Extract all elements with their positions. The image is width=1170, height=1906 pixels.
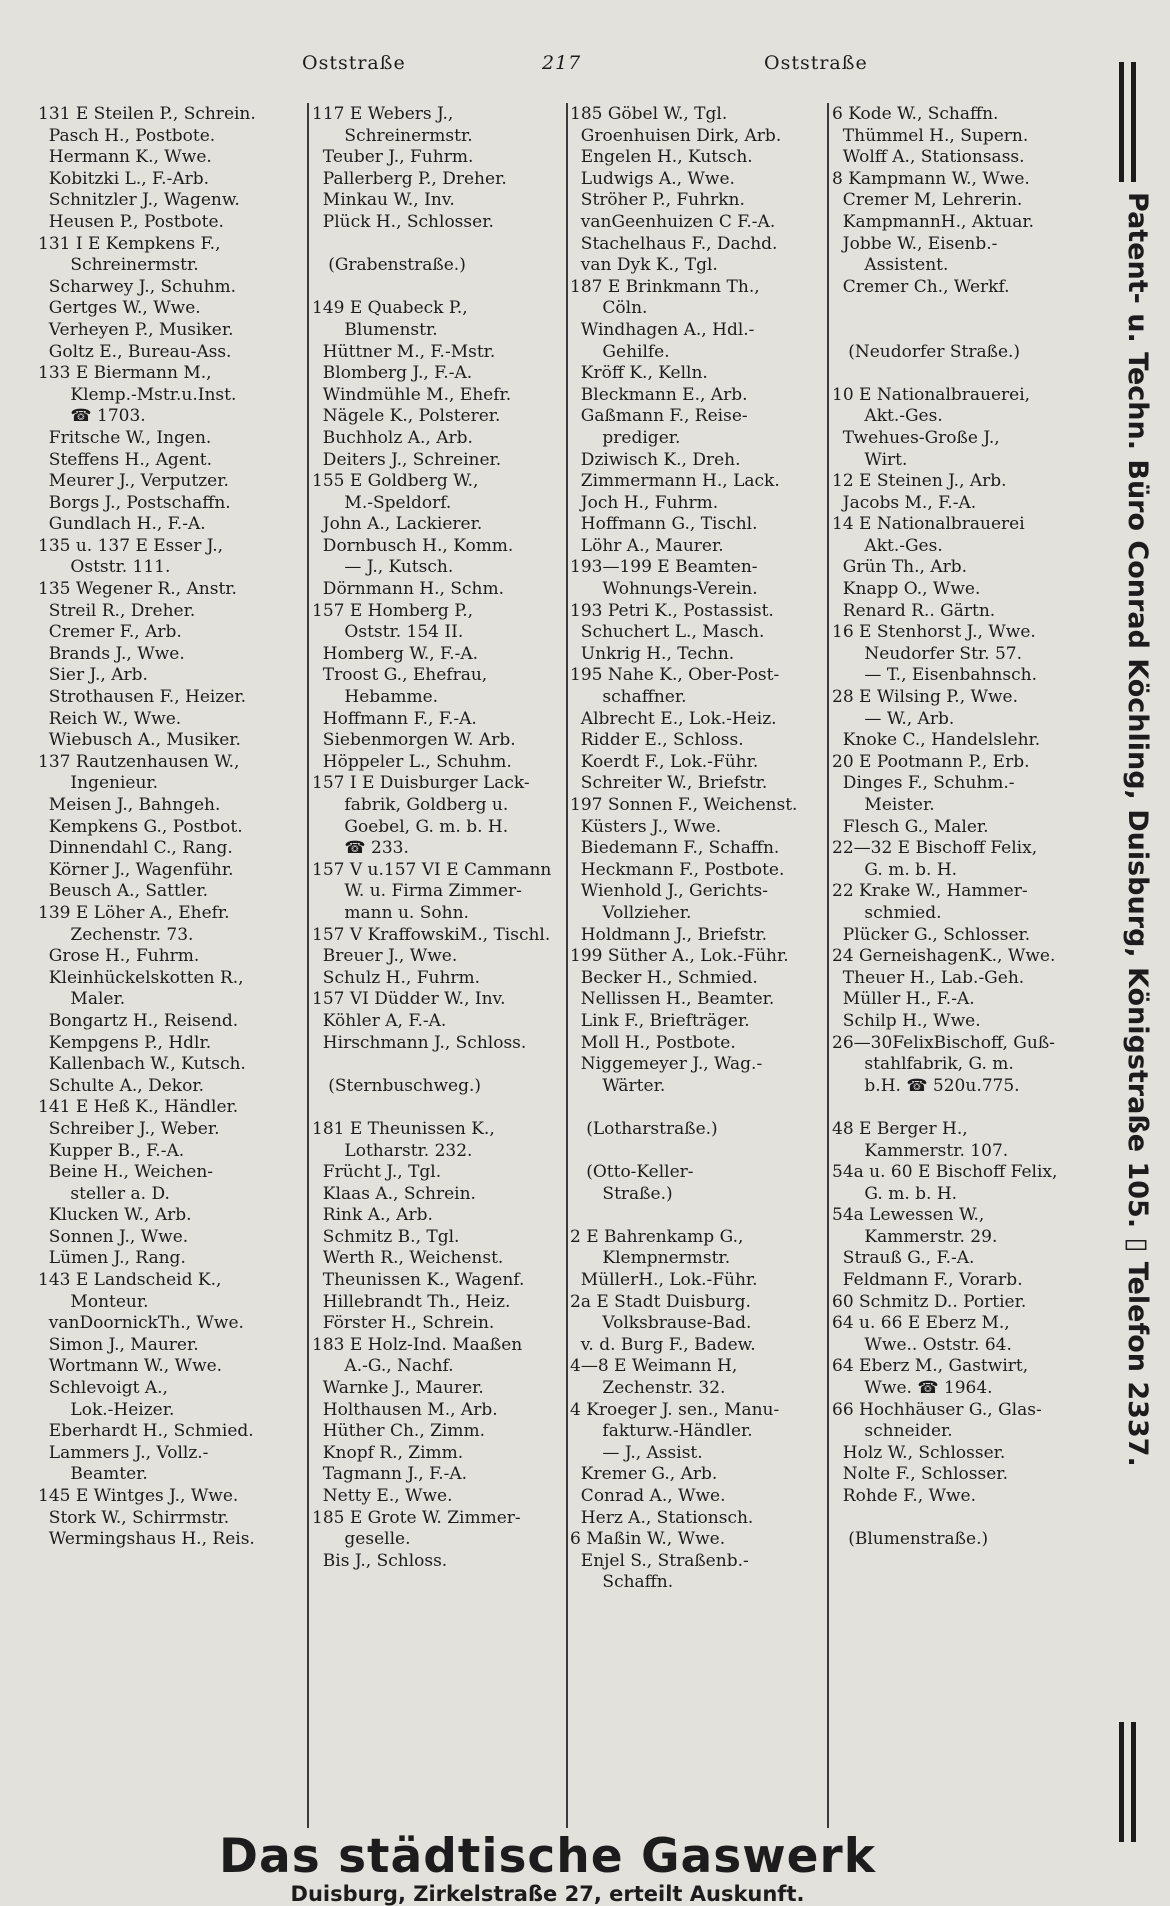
directory-entry: Becker H., Schmied. [570, 967, 758, 988]
directory-entry: Blomberg J., F.-A. [312, 363, 473, 384]
directory-entry: 20 E Pootmann P., Erb. [832, 751, 1030, 772]
directory-entry: Beusch A., Sattler. [38, 881, 208, 902]
directory-entry: (Lotharstraße.) [570, 1118, 718, 1139]
directory-entry [570, 1141, 832, 1163]
directory-entry: Zechenstr. 73. [38, 924, 194, 945]
directory-entry: Kempgens P., Hdlr. [38, 1032, 212, 1053]
directory-entry: 135 Wegener R., Anstr. [38, 579, 237, 600]
directory-entry: Hüther Ch., Zimm. [312, 1421, 486, 1442]
directory-entry: Knapp O., Wwe. [832, 579, 981, 600]
directory-entry: Troost G., Ehefrau, [312, 665, 488, 686]
directory-entry: Scharwey J., Schuhm. [38, 276, 237, 297]
directory-entry: M.-Speldorf. [312, 492, 452, 513]
directory-entry: Conrad A., Wwe. [570, 1486, 726, 1506]
directory-entry: — W., Arb. [832, 708, 955, 729]
directory-entry: Cremer M, Lehrerin. [832, 190, 1023, 211]
directory-entry: Cremer F., Arb. [38, 622, 182, 643]
directory-entry: 133 E Biermann M., [38, 363, 212, 384]
directory-entry: Frücht J., Tgl. [312, 1162, 442, 1183]
ad-title: Das städtische Gaswerk [219, 1829, 876, 1884]
directory-entry: Beamter. [38, 1464, 148, 1485]
directory-entry: Kröff K., Kelln. [570, 363, 708, 384]
directory-entry: Klempnermstr. [570, 1248, 731, 1269]
directory-entry: Jacobs M., F.-A. [832, 492, 977, 513]
directory-entry: 155 E Goldberg W., [312, 471, 479, 492]
directory-entry: Akt.-Ges. [832, 535, 943, 556]
directory-entry: Nägele K., Polsterer. [312, 406, 501, 427]
directory-entry: Kempkens G., Postbot. [38, 816, 243, 837]
directory-entry: Pasch H., Postbote. [38, 125, 216, 146]
directory-entry: Ingenieur. [38, 773, 159, 794]
directory-entry: stahlfabrik, G. m. [832, 1054, 1014, 1075]
directory-entry: 28 E Wilsing P., Wwe. [832, 687, 1018, 708]
directory-entry [312, 277, 570, 299]
directory-entry: W. u. Firma Zimmer- [312, 881, 522, 902]
directory-entry: Feldmann F., Vorarb. [832, 1270, 1023, 1291]
directory-entry: schaffner. [570, 687, 687, 708]
header-street-right: Oststraße [764, 52, 868, 74]
directory-entry: Meisen J., Bahngeh. [38, 795, 221, 815]
directory-entry: 24 GerneishagenK., Wwe. [832, 946, 1056, 967]
directory-entry: schmied. [832, 902, 942, 923]
directory-entry: 143 E Landscheid K., [38, 1270, 222, 1291]
directory-entry: 64 Eberz M., Gastwirt, [832, 1356, 1029, 1377]
directory-entry: Plück H., Schlosser. [312, 211, 494, 232]
directory-entry: Goebel, G. m. b. H. [312, 816, 509, 837]
directory-entry: Höppeler L., Schuhm. [312, 751, 512, 772]
directory-entry: Windhagen A., Hdl.- [570, 319, 755, 340]
directory-entry: Wwe. ☎ 1964. [832, 1378, 993, 1399]
directory-entry: Klucken W., Arb. [38, 1205, 192, 1226]
directory-entry [832, 1097, 1090, 1119]
directory-entry: Rink A., Arb. [312, 1205, 433, 1226]
directory-entry: 195 Nahe K., Ober-Post- [570, 665, 780, 686]
directory-entry: Wärter. [570, 1075, 666, 1096]
directory-entry: 54a Lewessen W., [832, 1205, 985, 1226]
directory-entry: prediger. [570, 427, 681, 448]
directory-entry: 139 E Löher A., Ehefr. [38, 902, 230, 923]
side-ad-text: Patent- u. Techn. Büro Conrad Köchling, Duisburg, Königstraße 105. ▯ Telefon 2337. [1122, 192, 1153, 1467]
directory-entry: Hoffmann F., F.-A. [312, 708, 477, 729]
directory-entry: Buchholz A., Arb. [312, 427, 473, 448]
directory-entry: Siebenmorgen W. Arb. [312, 730, 516, 751]
directory-entry: Meurer J., Verputzer. [38, 471, 229, 492]
directory-entry: 185 Göbel W., Tgl. [570, 104, 728, 124]
directory-entry: Klemp.-Mstr.u.Inst. [38, 384, 237, 405]
directory-entry: Albrecht E., Lok.-Heiz. [570, 708, 777, 729]
directory-entry: John A., Lackierer. [312, 514, 483, 535]
directory-entry: Wolff A., Stationsass. [832, 147, 1025, 168]
directory-entry: 4—8 E Weimann H, [570, 1356, 738, 1377]
directory-entry: (Sternbuschweg.) [312, 1075, 482, 1096]
directory-entry: geselle. [312, 1529, 411, 1550]
directory-entry: 12 E Steinen J., Arb. [832, 471, 1007, 492]
directory-entry: 60 Schmitz D.. Portier. [832, 1291, 1027, 1312]
directory-entry: Oststr. 154 II. [312, 622, 464, 643]
directory-entry: 66 Hochhäuser G., Glas- [832, 1399, 1042, 1420]
directory-entry: Schreinermstr. [312, 125, 473, 146]
directory-entry: Theuer H., Lab.-Geh. [832, 967, 1025, 988]
directory-entry: Heusen P., Postbote. [38, 211, 224, 232]
directory-entry: Beine H., Weichen- [38, 1162, 214, 1183]
directory-entry: Assistent. [832, 255, 949, 276]
directory-entry: Monteur. [38, 1291, 149, 1312]
directory-entry: Twehues-Große J., [832, 427, 1000, 448]
directory-entry [312, 1054, 570, 1076]
directory-entry: Kammerstr. 107. [832, 1140, 1009, 1161]
directory-entry: Wirt. [832, 449, 908, 470]
directory-entry: Moll H., Postbote. [570, 1032, 736, 1053]
directory-entry: — J., Assist. [570, 1442, 703, 1463]
directory-entry: Kupper B., F.-A. [38, 1140, 185, 1161]
directory-entry: (Blumenstraße.) [832, 1529, 989, 1550]
directory-entry: Löhr A., Maurer. [570, 535, 724, 556]
directory-entry: Dziwisch K., Dreh. [570, 449, 741, 470]
directory-entry: Pallerberg P., Dreher. [312, 168, 507, 189]
directory-entry: Hebamme. [312, 687, 439, 708]
directory-entry: Ridder E., Schloss. [570, 730, 744, 751]
decorative-rule [1119, 62, 1124, 182]
directory-entry: Plücker G., Schlosser. [832, 924, 1031, 945]
directory-entry: Dinnendahl C., Rang. [38, 838, 233, 859]
directory-entry: (Otto-Keller- [570, 1162, 694, 1183]
directory-entry: Jobbe W., Eisenb.- [832, 233, 998, 254]
directory-entry: 22—32 E Bischoff Felix, [832, 838, 1038, 859]
directory-entry: Schnitzler J., Wagenw. [38, 190, 240, 211]
directory-entry: Oststr. 111. [38, 557, 171, 578]
directory-entry: 10 E Nationalbrauerei, [832, 384, 1031, 405]
directory-entry [312, 1097, 570, 1119]
directory-entry [832, 1508, 1090, 1530]
directory-entry: Lok.-Heizer. [38, 1399, 175, 1420]
directory-entry: Brands J., Wwe. [38, 643, 185, 664]
bottom-advertisement [0, 1829, 1095, 1906]
directory-entry: 8 Kampmann W., Wwe. [832, 168, 1030, 189]
directory-entry: 131 I E Kempkens F., [38, 233, 221, 254]
directory-entry: — J., Kutsch. [312, 557, 454, 578]
directory-entry: Goltz E., Bureau-Ass. [38, 341, 232, 362]
directory-entry: 14 E Nationalbrauerei [832, 514, 1025, 535]
directory-entry: vanGeenhuizen C F.-A. [570, 211, 776, 232]
directory-entry: Renard R.. Gärtn. [832, 600, 996, 621]
directory-entry: Gaßmann F., Reise- [570, 406, 748, 427]
directory-entry: Fritsche W., Ingen. [38, 427, 212, 448]
directory-entry: 193—199 E Beamten- [570, 557, 758, 578]
directory-entry: Flesch G., Maler. [832, 816, 989, 837]
directory-entry: KampmannH., Aktuar. [832, 211, 1034, 232]
directory-entry: fabrik, Goldberg u. [312, 795, 509, 815]
directory-entry: Lümen J., Rang. [38, 1248, 186, 1269]
directory-entry: Hirschmann J., Schloss. [312, 1032, 527, 1053]
directory-entry: 6 Maßin W., Wwe. [570, 1529, 726, 1550]
directory-entry: Schreiber J., Weber. [38, 1118, 220, 1139]
directory-entry: Schreiter W., Briefstr. [570, 773, 768, 794]
directory-entry: Reich W., Wwe. [38, 708, 182, 729]
directory-entry: b.H. ☎ 520u.775. [832, 1075, 1020, 1096]
directory-entry: 48 E Berger H., [832, 1118, 968, 1139]
column-3 [570, 104, 832, 1594]
decorative-rule [1119, 1722, 1124, 1842]
directory-entry: Knoke C., Handelslehr. [832, 730, 1041, 751]
directory-entry: schneider. [832, 1421, 953, 1442]
directory-entry: 199 Süther A., Lok.-Führ. [570, 946, 789, 967]
directory-entry: Kobitzki L., F.-Arb. [38, 168, 210, 189]
directory-entry: Förster H., Schrein. [312, 1313, 495, 1334]
directory-entry: 197 Sonnen F., Weichenst. [570, 795, 798, 815]
directory-entry: Schlevoigt A., [38, 1378, 168, 1399]
directory-entry: Hüttner M., F.-Mstr. [312, 341, 496, 362]
directory-entry: Zimmermann H., Lack. [570, 471, 780, 492]
directory-entry: Tagmann J., F.-A. [312, 1464, 468, 1485]
directory-entry: Schmitz B., Tgl. [312, 1226, 460, 1247]
directory-entry: G. m. b. H. [832, 859, 958, 880]
directory-entry: Stachelhaus F., Dachd. [570, 233, 778, 254]
directory-entry: Wortmann W., Wwe. [38, 1356, 223, 1377]
decorative-rule [1131, 62, 1136, 182]
directory-entry: Wohnungs-Verein. [570, 579, 758, 600]
directory-entry: 157 E Homberg P., [312, 600, 474, 621]
directory-entry: 157 V u.157 VI E Cammann [312, 859, 552, 880]
directory-entry: Stork W., Schirrmstr. [38, 1507, 230, 1528]
directory-entry: Wienhold J., Gerichts- [570, 881, 769, 902]
directory-entry: Warnke J., Maurer. [312, 1378, 484, 1399]
directory-entry: Maler. [38, 989, 126, 1010]
directory-entry: Blumenstr. [312, 319, 438, 340]
directory-entry: Sier J., Arb. [38, 665, 148, 686]
directory-entry: ☎ 1703. [38, 406, 146, 427]
directory-entry: 137 Rautzenhausen W., [38, 751, 240, 772]
directory-entry: Schulte A., Dekor. [38, 1075, 204, 1096]
directory-entry: Kremer G., Arb. [570, 1464, 718, 1485]
directory-entry: Grose H., Fuhrm. [38, 946, 200, 967]
directory-entry: Cremer Ch., Werkf. [832, 276, 1010, 297]
directory-entry: Nellissen H., Beamter. [570, 989, 775, 1010]
directory-entry: Volksbrause-Bad. [570, 1313, 752, 1334]
directory-entry: Schuchert L., Masch. [570, 622, 765, 643]
directory-entry: Dornbusch H., Komm. [312, 535, 514, 556]
directory-entry: Kallenbach W., Kutsch. [38, 1054, 246, 1075]
directory-entry: 145 E Wintges J., Wwe. [38, 1486, 239, 1506]
directory-entry: 149 E Quabeck P., [312, 298, 468, 319]
directory-entry: Holdmann J., Briefstr. [570, 924, 768, 945]
directory-entry: Lotharstr. 232. [312, 1140, 473, 1161]
header-street-left: Oststraße [302, 52, 406, 74]
directory-entry: Gertges W., Wwe. [38, 298, 201, 319]
directory-entry [570, 1097, 832, 1119]
directory-entry: Hermann K., Wwe. [38, 147, 212, 168]
directory-entry: Deiters J., Schreiner. [312, 449, 502, 470]
directory-entry [832, 298, 1090, 320]
directory-entry: Nolte F., Schlosser. [832, 1464, 1008, 1485]
directory-entry: Gehilfe. [570, 341, 670, 362]
directory-entry: Holthausen M., Arb. [312, 1399, 498, 1420]
directory-entry: Gundlach H., F.-A. [38, 514, 206, 535]
directory-entry: Koerdt F., Lok.-Führ. [570, 751, 759, 772]
directory-entry: Dörnmann H., Schm. [312, 579, 504, 600]
directory-entry: Steffens H., Agent. [38, 449, 213, 470]
page-header [0, 52, 1095, 82]
directory-entry: Teuber J., Fuhrm. [312, 147, 474, 168]
directory-entry: ☎ 233. [312, 838, 409, 859]
directory-entry: 4 Kroeger J. sen., Manu- [570, 1399, 780, 1420]
directory-entry: mann u. Sohn. [312, 902, 469, 923]
directory-entry: (Neudorfer Straße.) [832, 341, 1021, 362]
directory-entry: Lammers J., Vollz.- [38, 1442, 209, 1463]
directory-entry: Ludwigs A., Wwe. [570, 168, 735, 189]
directory-entry: 6 Kode W., Schaffn. [832, 104, 999, 124]
directory-entry: Homberg W., F.-A. [312, 643, 479, 664]
directory-entry: Simon J., Maurer. [38, 1334, 199, 1355]
directory-entry: Kammerstr. 29. [832, 1226, 998, 1247]
page-number: 217 [542, 52, 582, 74]
directory-entry: 64 u. 66 E Eberz M., [832, 1313, 1010, 1334]
directory-entry: Minkau W., Inv. [312, 190, 455, 211]
directory-entry: Hillebrandt Th., Heiz. [312, 1291, 511, 1312]
directory-entry: Bongartz H., Reisend. [38, 1010, 239, 1031]
directory-entry: 16 E Stenhorst J., Wwe. [832, 622, 1036, 643]
directory-entry [832, 320, 1090, 342]
directory-entry [832, 363, 1090, 385]
directory-entry: Link F., Briefträger. [570, 1010, 750, 1031]
directory-entry: Verheyen P., Musiker. [38, 319, 234, 340]
directory-entry: Joch H., Fuhrm. [570, 492, 719, 513]
directory-entry: A.-G., Nachf. [312, 1356, 454, 1377]
directory-entry: Streil R., Dreher. [38, 600, 196, 621]
directory-entry: Thümmel H., Supern. [832, 125, 1029, 146]
directory-entry: 26—30FelixBischoff, Guß- [832, 1032, 1055, 1053]
directory-entry: fakturw.-Händler. [570, 1421, 753, 1442]
directory-entry: Schaffn. [570, 1572, 674, 1593]
directory-entry: van Dyk K., Tgl. [570, 255, 718, 276]
directory-entry: Herz A., Stationsch. [570, 1507, 754, 1528]
directory-entry: 157 VI Düdder W., Inv. [312, 989, 506, 1010]
directory-entry: 157 I E Duisburger Lack- [312, 773, 530, 794]
directory-entry: Bis J., Schloss. [312, 1550, 448, 1571]
column-2 [312, 104, 570, 1572]
directory-entry: 22 Krake W., Hammer- [832, 881, 1028, 902]
directory-entry: 193 Petri K., Postassist. [570, 600, 774, 621]
directory-entry [312, 234, 570, 256]
decorative-rule [1131, 1722, 1136, 1842]
directory-entry: Schulz H., Fuhrm. [312, 967, 481, 988]
directory-entry: Straße.) [570, 1183, 673, 1204]
directory-entry: Wiebusch A., Musiker. [38, 730, 241, 751]
directory-entry: Müller H., F.-A. [832, 989, 975, 1010]
column-1 [38, 104, 308, 1551]
directory-entry: Netty E., Wwe. [312, 1486, 453, 1506]
directory-entry: Knopf R., Zimm. [312, 1442, 464, 1463]
directory-entry: Holz W., Schlosser. [832, 1442, 1006, 1463]
directory-entry: Engelen H., Kutsch. [570, 147, 753, 168]
directory-entry: Strauß G., F.-A. [832, 1248, 975, 1269]
directory-entry: Köhler A, F.-A. [312, 1010, 447, 1031]
directory-entry: Grün Th., Arb. [832, 557, 968, 578]
directory-entry: 183 E Holz-Ind. Maaßen [312, 1334, 523, 1355]
directory-entry: Ströher P., Fuhrkn. [570, 190, 745, 211]
directory-entry: Enjel S., Straßenb.- [570, 1550, 749, 1571]
directory-entry: Unkrig H., Techn. [570, 643, 735, 664]
directory-entry: 157 V KraffowskiM., Tischl. [312, 924, 551, 945]
directory-entry: Zechenstr. 32. [570, 1378, 726, 1399]
directory-entry: 135 u. 137 E Esser J., [38, 535, 224, 556]
directory-entry: 141 E Heß K., Händler. [38, 1097, 239, 1118]
directory-entry: Schilp H., Wwe. [832, 1010, 981, 1031]
directory-entry: 117 E Webers J., [312, 104, 454, 124]
directory-entry: steller a. D. [38, 1183, 170, 1204]
directory-entry: Meister. [832, 795, 935, 815]
directory-entry: v. d. Burg F., Badew. [570, 1334, 756, 1355]
directory-entry: Klaas A., Schrein. [312, 1183, 476, 1204]
directory-entry: Vollzieher. [570, 902, 692, 923]
directory-entry: Rohde F., Wwe. [832, 1486, 976, 1506]
directory-entry: Kleinhückelskotten R., [38, 967, 244, 988]
directory-entry: 185 E Grote W. Zimmer- [312, 1507, 521, 1528]
directory-entry: Eberhardt H., Schmied. [38, 1421, 254, 1442]
directory-entry: MüllerH., Lok.-Führ. [570, 1270, 758, 1291]
directory-entry: Theunissen K., Wagenf. [312, 1270, 525, 1291]
directory-entry: Breuer J., Wwe. [312, 946, 458, 967]
directory-entry: Biedemann F., Schaffn. [570, 838, 780, 859]
directory-entry: Borgs J., Postschaffn. [38, 492, 231, 513]
directory-entry: Windmühle M., Ehefr. [312, 384, 512, 405]
directory-entry: Werth R., Weichenst. [312, 1248, 504, 1269]
directory-entry: Heckmann F., Postbote. [570, 859, 785, 880]
directory-entry: 187 E Brinkmann Th., [570, 276, 760, 297]
side-advertisement [1097, 62, 1159, 1842]
directory-entry: vanDoornickTh., Wwe. [38, 1313, 244, 1334]
directory-entry: 2 E Bahrenkamp G., [570, 1226, 744, 1247]
directory-entry: 2a E Stadt Duisburg. [570, 1291, 751, 1312]
directory-entry: Niggemeyer J., Wag.- [570, 1054, 763, 1075]
directory-entry: Akt.-Ges. [832, 406, 943, 427]
directory-entry: 54a u. 60 E Bischoff Felix, [832, 1162, 1058, 1183]
directory-entry: Strothausen F., Heizer. [38, 687, 247, 708]
directory-entry: 181 E Theunissen K., [312, 1118, 495, 1139]
directory-entry: G. m. b. H. [832, 1183, 958, 1204]
directory-entry: — T., Eisenbahnsch. [832, 665, 1037, 686]
ad-subtitle: Duisburg, Zirkelstraße 27, erteilt Auskunft. [290, 1882, 805, 1906]
directory-entry: (Grabenstraße.) [312, 255, 466, 276]
directory-entry: Groenhuisen Dirk, Arb. [570, 125, 782, 146]
directory-entry: 131 E Steilen P., Schrein. [38, 104, 256, 124]
directory-entry: Schreinermstr. [38, 255, 199, 276]
directory-entry: Cöln. [570, 298, 648, 319]
directory-entry: Dinges F., Schuhm.- [832, 773, 1015, 794]
directory-entry: Küsters J., Wwe. [570, 816, 722, 837]
directory-entry: Wwe.. Oststr. 64. [832, 1334, 1012, 1355]
directory-entry: Hoffmann G., Tischl. [570, 514, 758, 535]
directory-entry: Bleckmann E., Arb. [570, 384, 748, 405]
directory-entry: Wermingshaus H., Reis. [38, 1529, 255, 1550]
directory-entry [570, 1205, 832, 1227]
column-4 [832, 104, 1090, 1551]
directory-entry: Sonnen J., Wwe. [38, 1226, 189, 1247]
directory-entry: Neudorfer Str. 57. [832, 643, 1023, 664]
directory-entry: Körner J., Wagenführ. [38, 859, 234, 880]
